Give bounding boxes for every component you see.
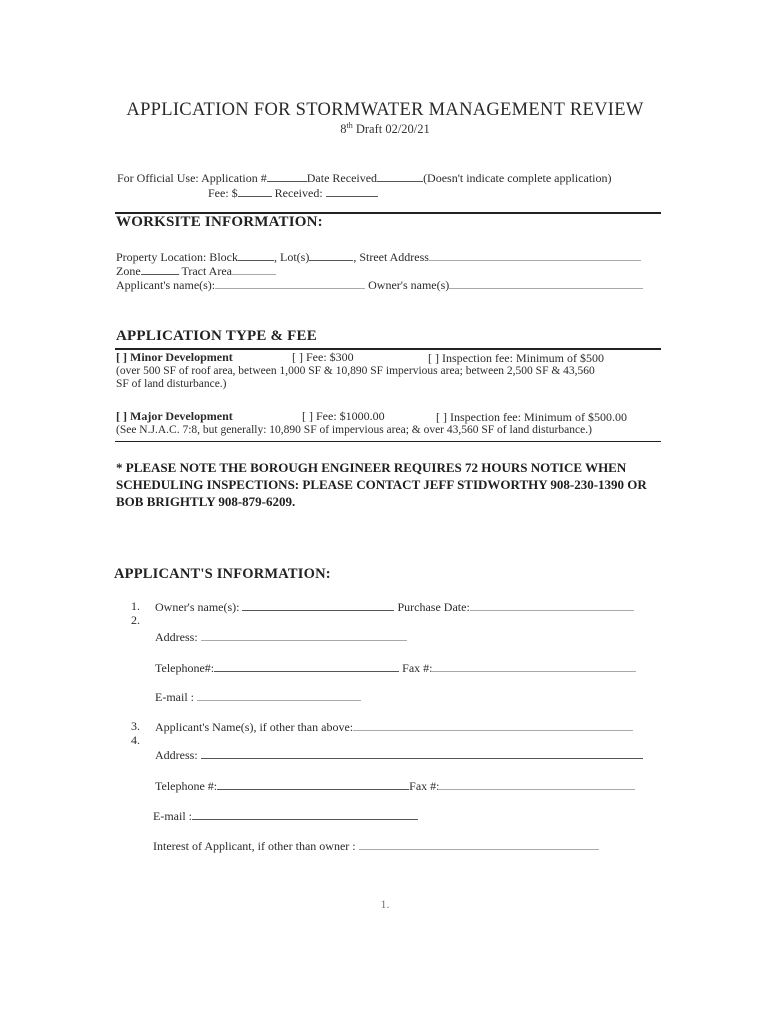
- page-number: 1.: [380, 897, 390, 911]
- application-number-field[interactable]: [267, 170, 307, 182]
- item-number-1: 1.: [131, 599, 140, 613]
- date-received-label: Date Received: [306, 171, 378, 185]
- minor-fee-checkbox[interactable]: [ ] Fee: $300: [292, 350, 354, 364]
- telephone-label-1: Telephone#:: [155, 661, 215, 675]
- names-line: [116, 277, 643, 293]
- fax-label-2: Fax #:: [409, 779, 440, 793]
- applicant-info-heading: APPLICANT'S INFORMATION:: [114, 566, 331, 582]
- zone-field[interactable]: [141, 263, 179, 275]
- email-line-2: [153, 808, 418, 824]
- zone-label: Zone: [116, 264, 141, 278]
- received-field[interactable]: [326, 185, 378, 197]
- minor-description-1: (over 500 SF of roof area, between 1,000 SF & 10,890 SF impervious area; between 2,500 SF & 43,560: [116, 365, 595, 377]
- street-address-label: , Street Address: [353, 250, 429, 264]
- major-fee-checkbox[interactable]: [ ] Fee: $1000.00: [302, 409, 385, 423]
- document-title: APPLICATION FOR STORMWATER MANAGEMENT REVIEW: [126, 100, 644, 120]
- telephone-field-1[interactable]: [214, 660, 399, 672]
- received-label: Received:: [274, 186, 323, 200]
- email-label-1: E-mail :: [155, 690, 194, 704]
- purchase-date-field[interactable]: [470, 599, 634, 611]
- official-use-line1: [117, 170, 612, 186]
- draft-date: Draft 02/20/21: [352, 122, 430, 137]
- lots-label: , Lot(s): [273, 250, 310, 264]
- address-field-1[interactable]: [201, 629, 407, 641]
- lots-field[interactable]: [309, 249, 353, 261]
- major-development-line: [116, 409, 233, 424]
- date-received-field[interactable]: [377, 170, 423, 182]
- item-number-2: 2.: [131, 613, 140, 627]
- email-line-1: [155, 689, 361, 705]
- block-label: Property Location: Block: [116, 250, 238, 264]
- applicants-name-field[interactable]: [353, 719, 633, 731]
- major-development-checkbox[interactable]: [ ] Major Development: [116, 409, 233, 423]
- official-use-line2: [208, 185, 378, 201]
- application-type-heading: APPLICATION TYPE & FEE: [116, 328, 317, 344]
- address-line-2: [155, 747, 643, 763]
- address-label-2: Address:: [155, 748, 198, 762]
- telephone-label-2: Telephone #:: [155, 779, 218, 793]
- email-field-1[interactable]: [197, 689, 361, 701]
- email-field-2[interactable]: [192, 808, 418, 820]
- interest-line: [153, 838, 599, 854]
- telephone-field-2[interactable]: [217, 778, 409, 790]
- fee-field[interactable]: [238, 185, 272, 197]
- address-label-1: Address:: [155, 630, 198, 644]
- owner-name-field[interactable]: [449, 277, 643, 289]
- interest-label: Interest of Applicant, if other than owner :: [153, 839, 356, 853]
- telephone-line-2: [155, 778, 635, 794]
- telephone-line-1: [155, 660, 636, 676]
- purchase-date-label: Purchase Date:: [397, 600, 470, 614]
- application-number-label: For Official Use: Application #: [117, 171, 267, 185]
- tract-area-field[interactable]: [232, 263, 276, 275]
- item-number-4: 4.: [131, 733, 140, 747]
- interest-field[interactable]: [359, 838, 599, 850]
- street-address-field[interactable]: [429, 249, 641, 261]
- owners-name-field[interactable]: [242, 599, 394, 611]
- official-use-note: (Doesn't indicate complete application): [423, 171, 612, 185]
- owners-name-label: Owner's name(s):: [155, 600, 240, 614]
- applicant-name-label: Applicant's name(s):: [116, 278, 216, 292]
- applicant-name-field[interactable]: [215, 277, 365, 289]
- fax-field-1[interactable]: [432, 660, 636, 672]
- draft-ordinal: th: [346, 121, 353, 130]
- draft-version: [0, 121, 770, 137]
- fax-label-1: Fax #:: [402, 661, 433, 675]
- owner-line: [155, 599, 634, 615]
- address-line-1: [155, 629, 407, 645]
- address-field-2[interactable]: [201, 747, 643, 759]
- major-description: (See N.J.A.C. 7:8, but generally: 10,890 SF of impervious area; & over 43,560 SF of land disturbance.): [116, 424, 592, 436]
- tract-area-label: Tract Area: [181, 264, 232, 278]
- owner-name-label: Owner's name(s): [368, 278, 450, 292]
- email-label-2: E-mail :: [153, 809, 192, 823]
- item-number-3: 3.: [131, 719, 140, 733]
- draft-number: 8: [340, 122, 347, 137]
- fax-field-2[interactable]: [439, 778, 635, 790]
- application-type-bottom-rule: [115, 441, 661, 442]
- inspection-notice: * PLEASE NOTE THE BOROUGH ENGINEER REQUIRES 72 HOURS NOTICE WHEN SCHEDULING INSPECTIONS: PLEASE CONTACT JEFF STIDWORTHY 908-230-1390 OR BOB BRIGHTLY 908-879-6209.: [116, 460, 647, 509]
- worksite-heading: WORKSITE INFORMATION:: [116, 214, 323, 230]
- minor-development-checkbox[interactable]: [ ] Minor Development: [116, 350, 233, 364]
- minor-inspection-checkbox[interactable]: [ ] Inspection fee: Minimum of $500: [428, 351, 604, 365]
- minor-description-2: SF of land disturbance.): [116, 378, 227, 390]
- applicants-name-label: Applicant's Name(s), if other than above:: [155, 720, 354, 734]
- fee-label: Fee: $: [208, 186, 238, 200]
- minor-development-line: [116, 350, 233, 365]
- applicant-name-line: [155, 719, 633, 735]
- block-field[interactable]: [238, 249, 274, 261]
- major-inspection-checkbox[interactable]: [ ] Inspection fee: Minimum of $500.00: [436, 410, 627, 424]
